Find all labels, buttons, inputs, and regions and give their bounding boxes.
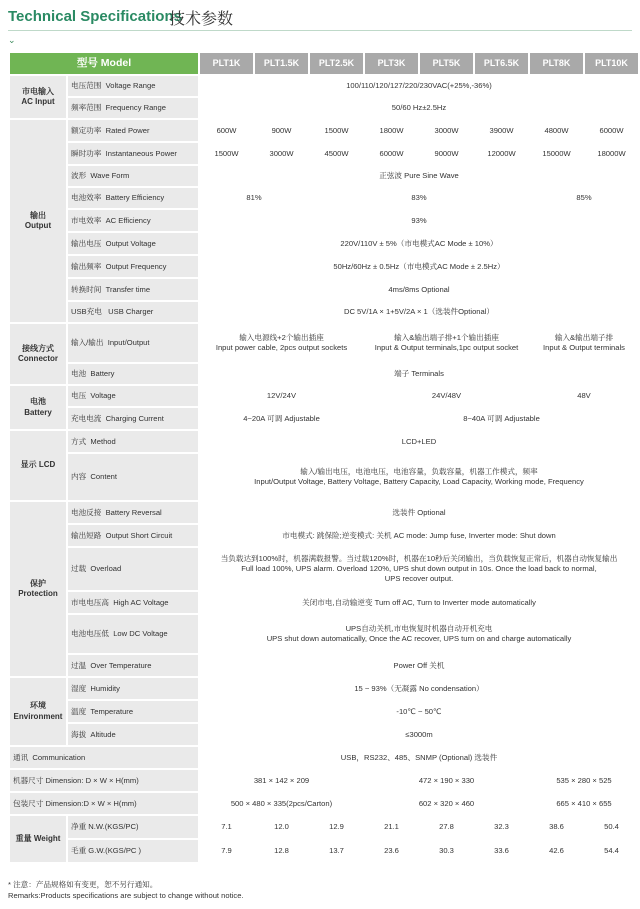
row-label: 瞬时功率 Instantaneous Power <box>68 143 198 164</box>
table-row <box>10 256 638 277</box>
table-row <box>10 210 638 231</box>
table-cell: 4ms/8ms Optional <box>200 279 638 300</box>
category-battery: 电池 Battery <box>10 386 66 429</box>
table-cell: 23.6 <box>365 840 418 862</box>
category-environment: 环境 Environment <box>10 678 66 745</box>
table-cell: 7.9 <box>200 840 253 862</box>
table-row <box>10 502 638 523</box>
model-name: PLT1K <box>200 53 253 74</box>
table-cell: 12000W <box>475 143 528 164</box>
row-label: 过载 Overload <box>68 548 198 590</box>
table-cell: 输入&输出端子排+1个输出插座 Input & Output terminals,1pc output socket <box>365 324 528 362</box>
table-cell: 7.1 <box>200 816 253 838</box>
table-cell: 3000W <box>255 143 308 164</box>
row-label: 通讯 Communication <box>10 747 198 768</box>
table-cell: 关闭市电,自动输逆变 Turn off AC, Turn to Inverter mode automatically <box>200 592 638 613</box>
table-cell: 48V <box>530 386 638 406</box>
model-header-label: 型号 Model <box>10 53 198 74</box>
category-lcd: 显示 LCD <box>10 431 66 500</box>
table-cell: 81% <box>200 188 308 208</box>
row-label: 方式 Method <box>68 431 198 452</box>
row-label: 输出电压 Output Voltage <box>68 233 198 254</box>
table-cell: 381 × 142 × 209 <box>200 770 363 791</box>
footnote-zh: * 注意：产品规格如有变更，恕不另行通知。 <box>8 880 158 889</box>
table-cell: 42.6 <box>530 840 583 862</box>
table-row <box>10 724 638 745</box>
model-name: PLT1.5K <box>255 53 308 74</box>
table-cell: 665 × 410 × 655 <box>530 793 638 814</box>
row-label: 转换时间 Transfer time <box>68 279 198 300</box>
table-row <box>10 279 638 300</box>
footnote <box>8 879 244 901</box>
table-row <box>10 233 638 254</box>
table-cell: 24V/48V <box>365 386 528 406</box>
table-row <box>10 454 638 500</box>
table-row <box>10 615 638 653</box>
table-row <box>10 188 638 208</box>
table-cell: 93% <box>200 210 638 231</box>
row-label: 毛重 G.W.(KGS/PC ) <box>68 840 198 862</box>
model-name: PLT10K <box>585 53 638 74</box>
row-label: 波形 Wave Form <box>68 166 198 186</box>
title-en: Technical Specifications <box>8 8 182 25</box>
row-label: 市电电压高 High AC Voltage <box>68 592 198 613</box>
model-name: PLT5K <box>420 53 473 74</box>
row-label: 温度 Temperature <box>68 701 198 722</box>
table-row <box>10 302 638 322</box>
table-cell: 12.9 <box>310 816 363 838</box>
table-row <box>10 324 638 362</box>
table-cell: 38.6 <box>530 816 583 838</box>
table-row <box>10 120 638 141</box>
table-cell: 6000W <box>365 143 418 164</box>
model-row <box>10 53 638 74</box>
row-label: 电池反接 Battery Reversal <box>68 502 198 523</box>
table-cell: Power Off 关机 <box>200 655 638 676</box>
table-row <box>10 816 638 838</box>
spec-table <box>8 51 640 864</box>
table-cell: 602 × 320 × 460 <box>365 793 528 814</box>
table-cell: 15 ~ 93%（无凝露 No condensation） <box>200 678 638 699</box>
table-row <box>10 793 638 814</box>
model-name: PLT6.5K <box>475 53 528 74</box>
table-cell: 50Hz/60Hz ± 0.5Hz（市电模式AC Mode ± 2.5Hz） <box>200 256 638 277</box>
table-cell: 50.4 <box>585 816 638 838</box>
category-output: 输出 Output <box>10 120 66 322</box>
table-cell: 1800W <box>365 120 418 141</box>
row-label: 内容 Content <box>68 454 198 500</box>
table-cell: 选装件 Optional <box>200 502 638 523</box>
table-row <box>10 655 638 676</box>
table-cell: 端子 Terminals <box>200 364 638 384</box>
table-cell: 535 × 280 × 525 <box>530 770 638 791</box>
title-zh: 技术参数 <box>169 11 234 28</box>
table-cell: 8~40A 可调 Adjustable <box>365 408 638 429</box>
row-label: 过温 Over Temperature <box>68 655 198 676</box>
row-label: 电池 Battery <box>68 364 198 384</box>
table-row <box>10 678 638 699</box>
table-row <box>10 364 638 384</box>
footnote-en: Remarks:Products specifications are subject to change without notice. <box>8 891 244 900</box>
row-label: 电池效率 Battery Efficiency <box>68 188 198 208</box>
table-cell: 30.3 <box>420 840 473 862</box>
table-cell: LCD+LED <box>200 431 638 452</box>
table-cell: 33.6 <box>475 840 528 862</box>
row-label: 净重 N.W.(KGS/PC) <box>68 816 198 838</box>
table-cell: 4800W <box>530 120 583 141</box>
table-cell: USB，RS232、485、SNMP (Optional) 选装件 <box>200 747 638 768</box>
table-row <box>10 431 638 452</box>
table-cell: 13.7 <box>310 840 363 862</box>
table-cell: 输入电源线+2个输出插座 Input power cable, 2pcs output sockets <box>200 324 363 362</box>
row-label: 海拔 Altitude <box>68 724 198 745</box>
model-name: PLT8K <box>530 53 583 74</box>
row-label: 包装尺寸 Dimension:D × W × H(mm) <box>10 793 198 814</box>
row-label: 输入/输出 Input/Output <box>68 324 198 362</box>
table-cell: 3000W <box>420 120 473 141</box>
table-cell: 1500W <box>310 120 363 141</box>
table-row <box>10 408 638 429</box>
table-cell: 市电模式: 跳保险;逆变模式: 关机 AC mode: Jump fuse, Inverter mode: Shut down <box>200 525 638 546</box>
row-label: 输出频率 Output Frequency <box>68 256 198 277</box>
table-cell: 当负载达到100%时，机器满载报警。当过载120%时，机器在10秒后关闭输出，当负载恢复正常后，机器自动恢复输出 Full load 100%, UPS alarm. Overload 120%, UPS shut down output in 10s. Once the load back to normal, UPS recover output. <box>200 548 638 590</box>
table-cell: 27.8 <box>420 816 473 838</box>
table-cell: -10℃ ~ 50℃ <box>200 701 638 722</box>
category-weight: 重量 Weight <box>10 816 66 862</box>
chevron-down-icon: ⌄ <box>8 35 16 45</box>
table-cell: 1500W <box>200 143 253 164</box>
table-cell: 6000W <box>585 120 638 141</box>
table-cell: 472 × 190 × 330 <box>365 770 528 791</box>
row-label: 充电电流 Charging Current <box>68 408 198 429</box>
table-cell: DC 5V/1A × 1+5V/2A × 1（选装件Optional） <box>200 302 638 322</box>
table-cell: 正弦波 Pure Sine Wave <box>200 166 638 186</box>
table-row <box>10 548 638 590</box>
table-row <box>10 386 638 406</box>
table-row <box>10 143 638 164</box>
table-cell: 18000W <box>585 143 638 164</box>
table-cell: 12.0 <box>255 816 308 838</box>
table-cell: 32.3 <box>475 816 528 838</box>
table-row <box>10 747 638 768</box>
table-row <box>10 840 638 862</box>
table-cell: 9000W <box>420 143 473 164</box>
table-cell: 500 × 480 × 335(2pcs/Carton) <box>200 793 363 814</box>
row-label: 频率范围 Frequency Range <box>68 98 198 118</box>
table-row <box>10 770 638 791</box>
header-divider <box>8 30 632 31</box>
table-cell: 4~20A 可调 Adjustable <box>200 408 363 429</box>
row-label: 电压 Voltage <box>68 386 198 406</box>
category-ac-input: 市电输入 AC Input <box>10 76 66 118</box>
table-row <box>10 525 638 546</box>
table-cell: 83% <box>310 188 528 208</box>
table-cell: 12.8 <box>255 840 308 862</box>
table-cell: 21.1 <box>365 816 418 838</box>
table-row <box>10 76 638 96</box>
row-label: 湿度 Humidity <box>68 678 198 699</box>
table-cell: 12V/24V <box>200 386 363 406</box>
table-cell: 输入&输出端子排 Input & Output terminals <box>530 324 638 362</box>
table-cell: ≤3000m <box>200 724 638 745</box>
row-label: 机器尺寸 Dimension: D × W × H(mm) <box>10 770 198 791</box>
table-row <box>10 701 638 722</box>
table-cell: 54.4 <box>585 840 638 862</box>
table-cell: 600W <box>200 120 253 141</box>
table-row <box>10 98 638 118</box>
category-connector: 接线方式 Connector <box>10 324 66 384</box>
table-cell: 输入/输出电压，电池电压，电池容量，负载容量，机器工作模式，频率 Input/Output Voltage, Battery Voltage, Battery Capacity, Load Capacity, Working mode, Frequency <box>200 454 638 500</box>
model-name: PLT2.5K <box>310 53 363 74</box>
frequency-range-value: 50/60 Hz±2.5Hz <box>200 98 638 118</box>
table-row <box>10 592 638 613</box>
row-label: 额定功率 Rated Power <box>68 120 198 141</box>
page-header <box>0 0 640 52</box>
table-cell: UPS自动关机,市电恢复时机器自动开机充电 UPS shut down automatically, Once the AC recover, UPS turn on and charge automatically <box>200 615 638 653</box>
table-cell: 900W <box>255 120 308 141</box>
table-cell: 15000W <box>530 143 583 164</box>
row-label: 市电效率 AC Efficiency <box>68 210 198 231</box>
voltage-range-value: 100/110/120/127/220/230VAC(+25%,-36%) <box>200 76 638 96</box>
row-label: 电压范围 Voltage Range <box>68 76 198 96</box>
model-name: PLT3K <box>365 53 418 74</box>
row-label: 输出短路 Output Short Circuit <box>68 525 198 546</box>
row-label: 电池电压低 Low DC Voltage <box>68 615 198 653</box>
table-cell: 220V/110V ± 5%（市电模式AC Mode ± 10%） <box>200 233 638 254</box>
table-cell: 3900W <box>475 120 528 141</box>
row-label: USB充电 USB Charger <box>68 302 198 322</box>
table-row <box>10 166 638 186</box>
table-cell: 85% <box>530 188 638 208</box>
table-cell: 4500W <box>310 143 363 164</box>
category-protection: 保护 Protection <box>10 502 66 676</box>
